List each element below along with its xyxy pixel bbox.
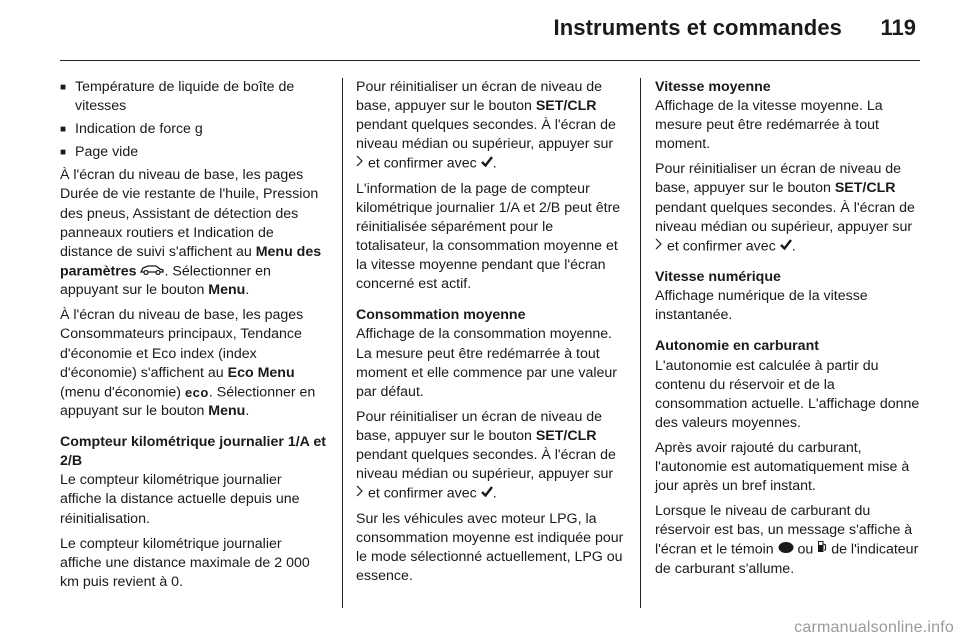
car-settings-icon (140, 262, 164, 281)
checkmark-icon (481, 154, 493, 173)
section-heading-average-speed: Vitesse moyenne (655, 79, 771, 95)
column-1 (60, 78, 326, 598)
chevron-right-icon (655, 237, 663, 256)
section-heading-trip-odometer: Compteur kilométrique journalier 1/A et 2/B (60, 434, 326, 470)
header-divider (60, 60, 920, 61)
fuel-pump-icon (817, 540, 827, 559)
section-heading-average-consumption: Consommation moyenne (356, 307, 526, 324)
eco-icon: eco (184, 384, 209, 400)
page-header (0, 0, 960, 60)
watermark: carmanualsonline.info (794, 619, 954, 636)
column-2 (356, 78, 624, 592)
paragraph: À l'écran du niveau de base, les pages Durée de vie restante de l'huile, Pression des pneus, Assistant de détection des panneaux routiers et Indication de distance de suivi s'affichent au Menu des paramètres . Sélectionner en appuyant sur le bouton Menu. (60, 167, 322, 299)
paragraph: Affichage de la consommation moyenne. La mesure peut être redémarrée à tout moment et elle commence par une valeur par défaut. (356, 326, 618, 400)
paragraph: Sur les véhicules avec moteur LPG, la consommation moyenne est indiquée pour le mode sélectionné actuellement, LPG ou essence. (356, 510, 624, 584)
paragraph: Le compteur kilométrique journalier affiche une distance maximale de 2 000 km puis revient à 0. (60, 535, 310, 590)
list-item: ■ Indication de force g (60, 120, 326, 139)
paragraph: Affichage de la vitesse moyenne. La mesure peut être redémarrée à tout moment. (655, 98, 883, 153)
list-item: ■ Page vide (60, 143, 326, 162)
paragraph: Pour réinitialiser un écran de niveau de base, appuyer sur le bouton SET/CLR pendant quelques secondes. À l'écran de niveau médian ou supérieur, appuyer sur et confirmer avec . (655, 161, 915, 255)
warning-light-icon (778, 540, 794, 559)
section-heading-digital-speed: Vitesse numérique (655, 269, 781, 286)
column-divider-2 (640, 78, 641, 608)
paragraph: À l'écran du niveau de base, les pages Consommateurs principaux, Tendance d'économie et Eco index (index d'économie) s'affichent au Eco Menu (menu d'économie) eco. Sélectionner en appuyant sur le bouton Menu. (60, 307, 316, 420)
column-3 (655, 78, 923, 585)
section-heading-fuel-range: Autonomie en carburant (655, 338, 819, 355)
paragraph: L'autonomie est calculée à partir du contenu du réservoir et de la consommation actuelle. L'affichage donne des valeurs moyennes. (655, 357, 920, 431)
paragraph: Pour réinitialiser un écran de niveau de base, appuyer sur le bouton SET/CLR pendant quelques secondes. À l'écran de niveau médian ou supérieur, appuyer sur et confirmer avec . (356, 408, 616, 502)
page-number: 119 (880, 15, 916, 40)
checkmark-icon (481, 484, 493, 503)
column-divider-1 (342, 78, 343, 608)
checkmark-icon (780, 237, 792, 256)
list-item: ■ Température de liquide de boîte de vitesses (60, 78, 326, 116)
paragraph: Affichage numérique de la vitesse instantanée. (655, 288, 868, 324)
paragraph: Le compteur kilométrique journalier affiche la distance actuelle depuis une réinitialisation. (60, 472, 300, 527)
paragraph: Lorsque le niveau de carburant du réservoir est bas, un message s'affiche à l'écran et le témoin ou de l'indicateur de carburant s'allume. (655, 503, 919, 577)
chevron-right-icon (356, 484, 364, 503)
paragraph: L'information de la page de compteur kilométrique journalier 1/A et 2/B peut être réinitialisée séparément pour le totalisateur, la consommation moyenne et la vitesse moyenne pendant que l'écran concerné est actif. (356, 180, 621, 293)
chevron-right-icon (356, 154, 364, 173)
page-title: Instruments et commandes (553, 15, 842, 40)
paragraph: Pour réinitialiser un écran de niveau de base, appuyer sur le bouton SET/CLR pendant quelques secondes. À l'écran de niveau médian ou supérieur, appuyer sur et confirmer avec . (356, 79, 616, 172)
paragraph: Après avoir rajouté du carburant, l'autonomie est automatiquement mise à jour après un bref instant. (655, 439, 910, 495)
